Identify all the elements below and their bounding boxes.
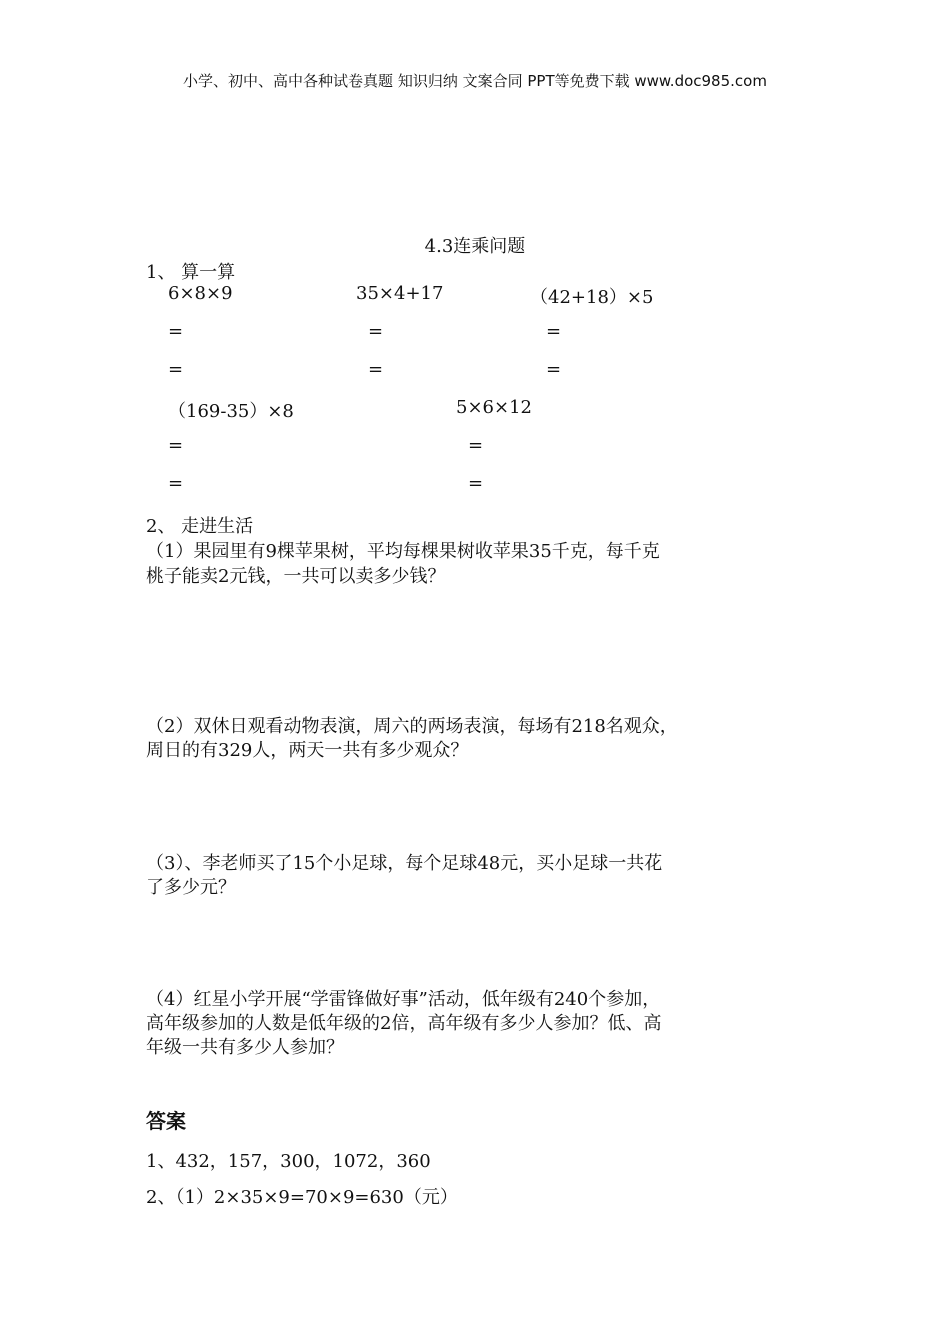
question-3-line-1: （3）、李老师买了15个小足球，每个足球48元，买小足球一共花 <box>146 853 663 874</box>
page-header-banner: 小学、初中、高中各种试卷真题 知识归纳 文案合同 PPT等免费下载 www.doc985.com <box>183 72 767 90</box>
question-4-line-3: 年级一共有多少人参加？ <box>146 1037 344 1058</box>
answer-line-2: 2、（1）2×35×9=70×9=630（元） <box>146 1187 458 1208</box>
question-1-line-1: （1）果园里有9棵苹果树，平均每棵果树收苹果35千克，每千克 <box>146 541 660 562</box>
question-4-line-1: （4）红星小学开展“学雷锋做好事”活动，低年级有240个参加， <box>146 989 661 1010</box>
problem-5: 5×6×12 <box>456 397 532 418</box>
equals-sign: = <box>168 473 184 494</box>
question-2-line-2: 周日的有329人，两天一共有多少观众？ <box>146 740 469 761</box>
equals-sign: = <box>468 435 484 456</box>
equals-sign: = <box>168 359 184 380</box>
problem-2: 35×4+17 <box>356 283 444 304</box>
equals-sign: = <box>546 359 562 380</box>
question-3-line-2: 了多少元？ <box>146 877 236 898</box>
equals-sign: = <box>546 321 562 342</box>
equals-sign: = <box>168 435 184 456</box>
question-2-line-1: （2）双休日观看动物表演，周六的两场表演，每场有218名观众， <box>146 716 678 737</box>
section-1-label: 1、 算一算 <box>146 262 236 283</box>
problem-3: （42+18）×5 <box>530 287 654 308</box>
page-title: 4.3连乘问题 <box>424 236 526 257</box>
problem-4: （169-35）×8 <box>168 401 294 422</box>
section-2-label: 2、 走进生活 <box>146 516 254 537</box>
problem-1: 6×8×9 <box>168 283 233 304</box>
equals-sign: = <box>168 321 184 342</box>
question-4-line-2: 高年级参加的人数是低年级的2倍，高年级有多少人参加？低、高 <box>146 1013 662 1034</box>
equals-sign: = <box>468 473 484 494</box>
equals-sign: = <box>368 321 384 342</box>
equals-sign: = <box>368 359 384 380</box>
question-1-line-2: 桃子能卖2元钱，一共可以卖多少钱？ <box>146 566 446 587</box>
answer-line-1: 1、432，157，300，1072，360 <box>146 1151 431 1172</box>
answers-heading: 答案 <box>146 1109 186 1133</box>
